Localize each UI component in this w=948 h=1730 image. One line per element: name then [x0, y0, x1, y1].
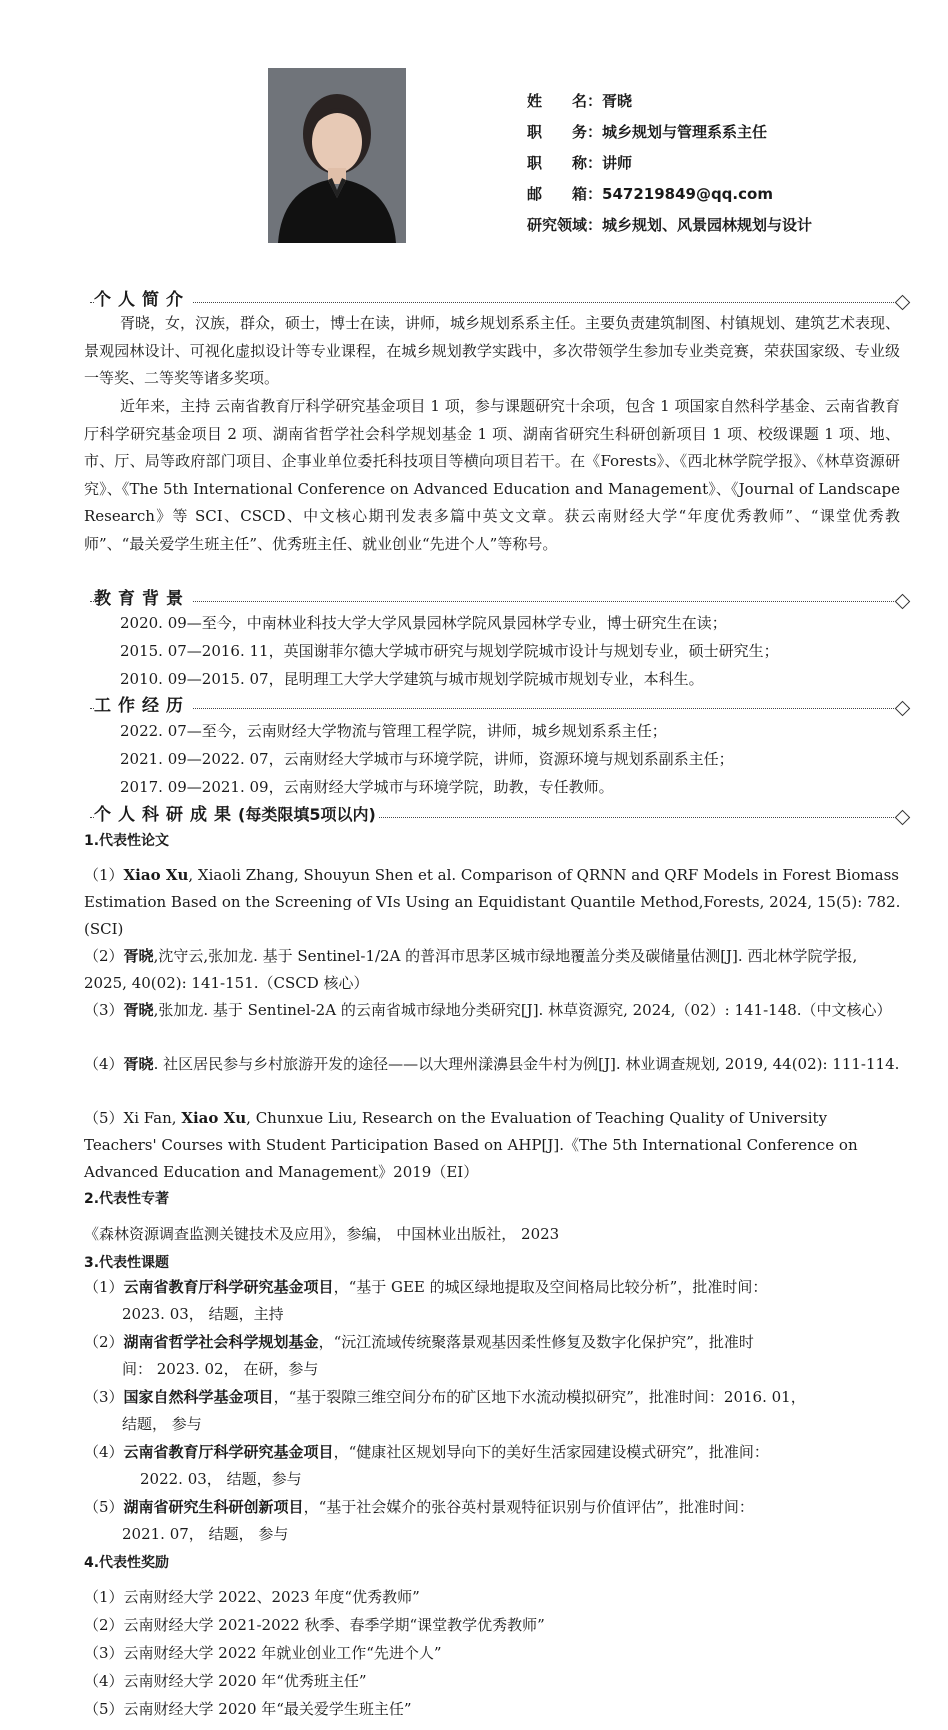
- papers-heading: 1.代表性论文: [84, 833, 170, 849]
- books-heading: 2.代表性专著: [84, 1191, 170, 1207]
- paper-text: . 社区居民参与乡村旅游开发的途径——以大理州漾濞县金牛村为例[J]. 林业调查规划, 2019, 44(02): 111-114.: [153, 1055, 900, 1073]
- work-item: 2017. 09—2021. 09，云南财经大学城市与环境学院，助教，专任教师。: [120, 778, 614, 796]
- projects-heading: 3.代表性课题: [84, 1255, 170, 1271]
- book-item: 《森林资源调查监测关键技术及应用》，参编， 中国林业出版社， 2023: [84, 1225, 560, 1243]
- award-item: （4）云南财经大学 2020 年“优秀班主任”: [84, 1672, 367, 1690]
- paper-number: （3）: [84, 1001, 124, 1019]
- paper-text: ,张加龙. 基于 Sentinel-2A 的云南省城市绿地分类研究[J]. 林草资源究, 2024,（02）: 141-148.（中文核心）: [153, 1001, 892, 1019]
- name-label: 姓 名：: [527, 92, 603, 110]
- email-label: 邮 箱：: [527, 185, 603, 203]
- award-item: （5）云南财经大学 2020 年“最关爱学生班主任”: [84, 1700, 412, 1718]
- research-title-note: (每类限填5项以内): [238, 805, 376, 824]
- dotted-divider: [90, 601, 894, 602]
- paper-author: 胥晓: [123, 1001, 154, 1019]
- project-item-3: [84, 1384, 904, 1438]
- research-value: 城乡规划、风景园林规划与设计: [602, 216, 813, 234]
- name-value: 胥晓: [602, 92, 633, 110]
- paper-text: ,沈守云,张加龙. 基于 Sentinel-1/2A 的普洱市思茅区城市绿地覆盖分类及碳储量估测[J]. 西北林学院学报, 2025, 40(02): 141-151.（CSCD 核心）: [84, 947, 858, 992]
- paper-number: （4）: [84, 1055, 124, 1073]
- education-item: 2015. 07—2016. 11，英国谢菲尔德大学城市研究与规划学院城市设计与规划专业，硕士研究生；: [120, 642, 779, 660]
- email-value: 547219849@qq.com: [602, 185, 773, 203]
- project-fund: 国家自然科学基金项目: [123, 1388, 274, 1406]
- section-header-research: [90, 803, 910, 827]
- title-value: 讲师: [602, 154, 633, 172]
- work-item: 2022. 07—至今，云南财经大学物流与管理工程学院，讲师，城乡规划系系主任；: [120, 722, 667, 740]
- paper-author: 胥晓: [123, 1055, 154, 1073]
- portrait-image: [268, 68, 406, 243]
- paper-author: Xiao Xu: [181, 1109, 247, 1127]
- project-number: （1）: [84, 1278, 124, 1296]
- project-item-4: [84, 1439, 904, 1493]
- diamond-icon: [895, 810, 911, 826]
- profile-info: [527, 86, 812, 241]
- dotted-divider: [90, 708, 894, 709]
- project-fund: 湖南省哲学社会科学规划基金: [123, 1333, 319, 1351]
- paper-text: , Chunxue Liu, Research on the Evaluation of Teaching Quality of University Teachers' Courses with Student Participation Based on AHP[J].《The 5th International Conference on Advanced Education and Management》2019（EI）: [84, 1109, 858, 1181]
- project-text: ，“沅江流域传统聚落景观基因柔性修复及数字化保护究”，批准时: [318, 1333, 754, 1351]
- research-label: 研究领域：: [527, 216, 603, 234]
- section-header-education: [90, 587, 910, 611]
- project-item-1: [84, 1274, 904, 1328]
- diamond-icon: [895, 701, 911, 717]
- title-row: [527, 148, 812, 179]
- awards-heading: 4.代表性奖励: [84, 1555, 170, 1571]
- section-title-intro: 个人简介: [94, 290, 190, 310]
- section-header-intro: [90, 288, 910, 312]
- project-fund: 云南省教育厅科学研究基金项目: [123, 1278, 334, 1296]
- project-number: （4）: [84, 1443, 124, 1461]
- diamond-icon: [895, 594, 911, 610]
- award-item: （2）云南财经大学 2021-2022 秋季、春季学期“课堂教学优秀教师”: [84, 1616, 545, 1634]
- paper-number: （5）: [84, 1109, 124, 1127]
- name-row: [527, 86, 812, 117]
- diamond-icon: [895, 295, 911, 311]
- position-value: 城乡规划与管理系系主任: [602, 123, 768, 141]
- project-number: （2）: [84, 1333, 124, 1351]
- project-text: ，“基于 GEE 的城区绿地提取及空间格局比较分析”，批准时间：: [333, 1278, 768, 1296]
- project-number: （5）: [84, 1498, 124, 1516]
- title-label: 职 称：: [527, 154, 603, 172]
- project-fund: 云南省教育厅科学研究基金项目: [123, 1443, 334, 1461]
- project-item-2: [84, 1329, 904, 1383]
- education-item: 2010. 09—2015. 07，昆明理工大学大学建筑与城市规划学院城市规划专业，本科生。: [120, 670, 704, 688]
- education-item: 2020. 09—至今，中南林业科技大学大学风景园林学院风景园林学专业，博士研究生在读；: [120, 614, 727, 632]
- research-row: [527, 210, 812, 241]
- paper-number: （2）: [84, 947, 124, 965]
- project-status: 结题， 参与: [122, 1415, 202, 1433]
- work-item: 2021. 09—2022. 07，云南财经大学城市与环境学院，讲师，资源环境与规划系副系主任；: [120, 750, 734, 768]
- intro-paragraph-2: 近年来，主持 云南省教育厅科学研究基金项目 1 项，参与课题研究十余项，包含 1 项国家自然科学基金、云南省教育厅科学研究基金项目 2 项、湖南省哲学社会科学规划基金 1 项、湖南省研究生科研创新项目 1 项、校级课题 1 项、地、市、厅、局等政府部门项目、企事业单位委托科技项目等横向项目若干。在《Forests》、《西北林学院学报》、《林草资源研究》、《The 5th International Conference on Advanced Education and Management》、《Journal of Landscape Research》等 SCI、CSCD、中文核心期刊发表多篇中英文文章。获云南财经大学“年度优秀教师”、“课堂优秀教师”、“最关爱学生班主任”、优秀班主任、就业创业“先进个人”等称号。: [84, 397, 900, 553]
- section-header-work: [90, 694, 910, 718]
- paper-text: , Xiaoli Zhang, Shouyun Shen et al. Comparison of QRNN and QRF Models in Forest Biomass Estimation Based on the Screening of VIs Using an Equidistant Quantile Method,Forests, 2024, 15(5): 782.(SCI): [84, 866, 901, 938]
- project-status: 间： 2023. 02， 在研，参与: [122, 1360, 319, 1378]
- project-text: ，“健康社区规划导向下的美好生活家园建设模式研究”，批准间：: [333, 1443, 769, 1461]
- paper-item-4: [84, 1051, 904, 1078]
- paper-author: Xiao Xu: [123, 866, 189, 884]
- paper-author: 胥晓: [123, 947, 154, 965]
- paper-number: （1）: [84, 866, 124, 884]
- position-label: 职 务：: [527, 123, 603, 141]
- section-title-education: 教育背景: [94, 589, 190, 609]
- project-number: （3）: [84, 1388, 124, 1406]
- paper-coauthor: Xi Fan,: [123, 1109, 182, 1127]
- project-status: 2023. 03， 结题，主持: [122, 1305, 284, 1323]
- project-status: 2022. 03， 结题，参与: [140, 1470, 302, 1488]
- paper-item-3: [84, 997, 904, 1024]
- section-title-research: [94, 803, 378, 827]
- project-text: ，“基于裂隙三维空间分布的矿区地下水流动模拟研究”，批准时间：2016. 01，: [273, 1388, 806, 1406]
- paper-item-2: [84, 943, 904, 997]
- award-item: （3）云南财经大学 2022 年就业创业工作“先进个人”: [84, 1644, 442, 1662]
- email-row: [527, 179, 812, 210]
- position-row: [527, 117, 812, 148]
- section-title-work: 工作经历: [94, 696, 190, 716]
- research-title-text: 个人科研成果: [94, 805, 238, 825]
- profile-photo: [268, 68, 406, 243]
- award-item: （1）云南财经大学 2022、2023 年度“优秀教师”: [84, 1588, 420, 1606]
- intro-paragraph-1: 胥晓，女，汉族，群众，硕士，博士在读，讲师，城乡规划系系主任。主要负责建筑制图、村镇规划、建筑艺术表现、景观园林设计、可视化虚拟设计等专业课程，在城乡规划教学实践中，多次带领学生参加专业类竞赛，荣获国家级、专业级一等奖、二等奖等诸多奖项。: [84, 314, 901, 387]
- paper-item-5: [84, 1105, 904, 1186]
- project-text: ，“基于社会媒介的张谷英村景观特征识别与价值评估”，批准时间：: [303, 1498, 754, 1516]
- paper-item-1: [84, 862, 904, 943]
- project-item-5: [84, 1494, 904, 1548]
- project-fund: 湖南省研究生科研创新项目: [123, 1498, 304, 1516]
- dotted-divider: [90, 302, 894, 303]
- project-status: 2021. 07， 结题， 参与: [122, 1525, 289, 1543]
